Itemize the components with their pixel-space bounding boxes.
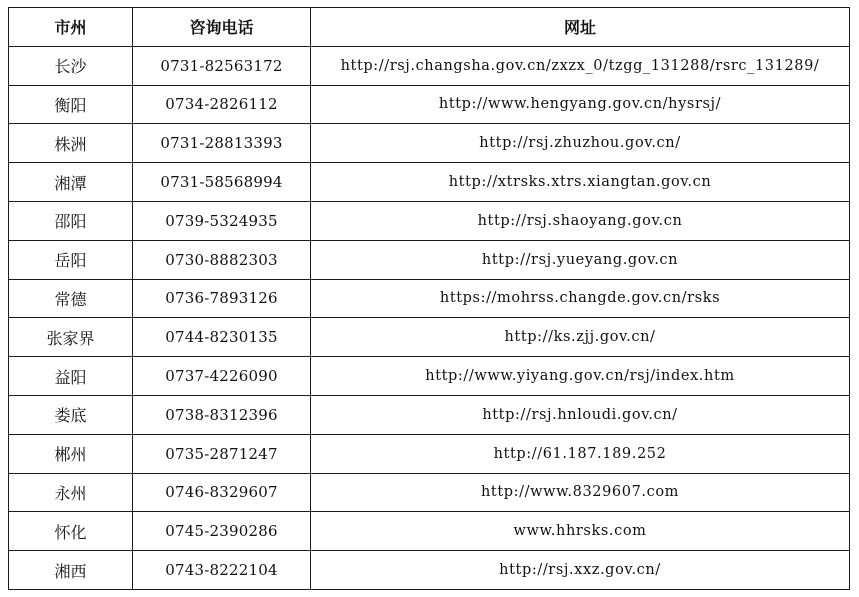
url-link[interactable]: http://rsj.changsha.gov.cn/zxzx_0/tzgg_131288/rsrc_131289/ [340,57,820,74]
url-link[interactable]: http://61.187.189.252 [493,445,667,462]
url-link[interactable]: http://www.hengyang.gov.cn/hysrsj/ [438,96,722,113]
city-cell: 株洲 [9,124,133,163]
city-cell: 湘潭 [9,163,133,202]
table-row [9,279,850,318]
url-link[interactable]: http://rsj.shaoyang.gov.cn [477,212,683,229]
table-row [9,124,850,163]
phone-cell: 0737-4226090 [133,357,311,396]
city-cell: 衡阳 [9,85,133,124]
table-row [9,473,850,512]
url-cell [311,512,850,551]
url-cell [311,240,850,279]
city-cell: 益阳 [9,357,133,396]
city-cell: 永州 [9,473,133,512]
url-link[interactable]: http://rsj.xxz.gov.cn/ [499,562,661,579]
city-cell: 湘西 [9,551,133,590]
phone-cell: 0736-7893126 [133,279,311,318]
city-cell: 娄底 [9,395,133,434]
url-link[interactable]: http://www.yiyang.gov.cn/rsj/index.htm [425,368,735,385]
url-link[interactable]: http://xtrsks.xtrs.xiangtan.gov.cn [448,174,712,191]
url-cell [311,395,850,434]
url-link[interactable]: http://rsj.zhuzhou.gov.cn/ [479,135,681,152]
phone-cell: 0745-2390286 [133,512,311,551]
city-cell: 怀化 [9,512,133,551]
phone-cell: 0743-8222104 [133,551,311,590]
table-row [9,357,850,396]
table-row [9,163,850,202]
url-cell [311,473,850,512]
phone-cell: 0730-8882303 [133,240,311,279]
url-link[interactable]: http://rsj.hnloudi.gov.cn/ [482,406,678,423]
header-url: 网址 [311,8,850,47]
url-link[interactable]: www.hhrsks.com [513,523,647,540]
header-row [9,8,850,47]
table-row [9,240,850,279]
url-link[interactable]: http://ks.zjj.gov.cn/ [504,329,656,346]
table-row [9,512,850,551]
contacts-table [8,7,850,590]
header-phone: 咨询电话 [133,8,311,47]
url-cell [311,318,850,357]
url-cell [311,201,850,240]
phone-cell: 0739-5324935 [133,201,311,240]
table-row [9,46,850,85]
url-cell [311,163,850,202]
url-cell [311,434,850,473]
phone-cell: 0744-8230135 [133,318,311,357]
url-cell [311,124,850,163]
phone-cell: 0735-2871247 [133,434,311,473]
url-cell [311,551,850,590]
url-link[interactable]: http://rsj.yueyang.gov.cn [481,251,679,268]
city-cell: 常德 [9,279,133,318]
city-cell: 长沙 [9,46,133,85]
phone-cell: 0731-58568994 [133,163,311,202]
table-header [9,8,850,47]
phone-cell: 0734-2826112 [133,85,311,124]
table-body [9,46,850,589]
table-row [9,201,850,240]
phone-cell: 0731-28813393 [133,124,311,163]
header-city: 市州 [9,8,133,47]
table-row [9,318,850,357]
table-row [9,434,850,473]
city-cell: 张家界 [9,318,133,357]
city-cell: 郴州 [9,434,133,473]
url-link[interactable]: https://mohrss.changde.gov.cn/rsks [439,290,721,307]
url-cell [311,46,850,85]
table-row [9,395,850,434]
table-row [9,85,850,124]
url-cell [311,357,850,396]
url-cell [311,279,850,318]
url-cell [311,85,850,124]
phone-cell: 0746-8329607 [133,473,311,512]
city-cell: 邵阳 [9,201,133,240]
phone-cell: 0731-82563172 [133,46,311,85]
table-row [9,551,850,590]
city-cell: 岳阳 [9,240,133,279]
url-link[interactable]: http://www.8329607.com [480,484,680,501]
phone-cell: 0738-8312396 [133,395,311,434]
